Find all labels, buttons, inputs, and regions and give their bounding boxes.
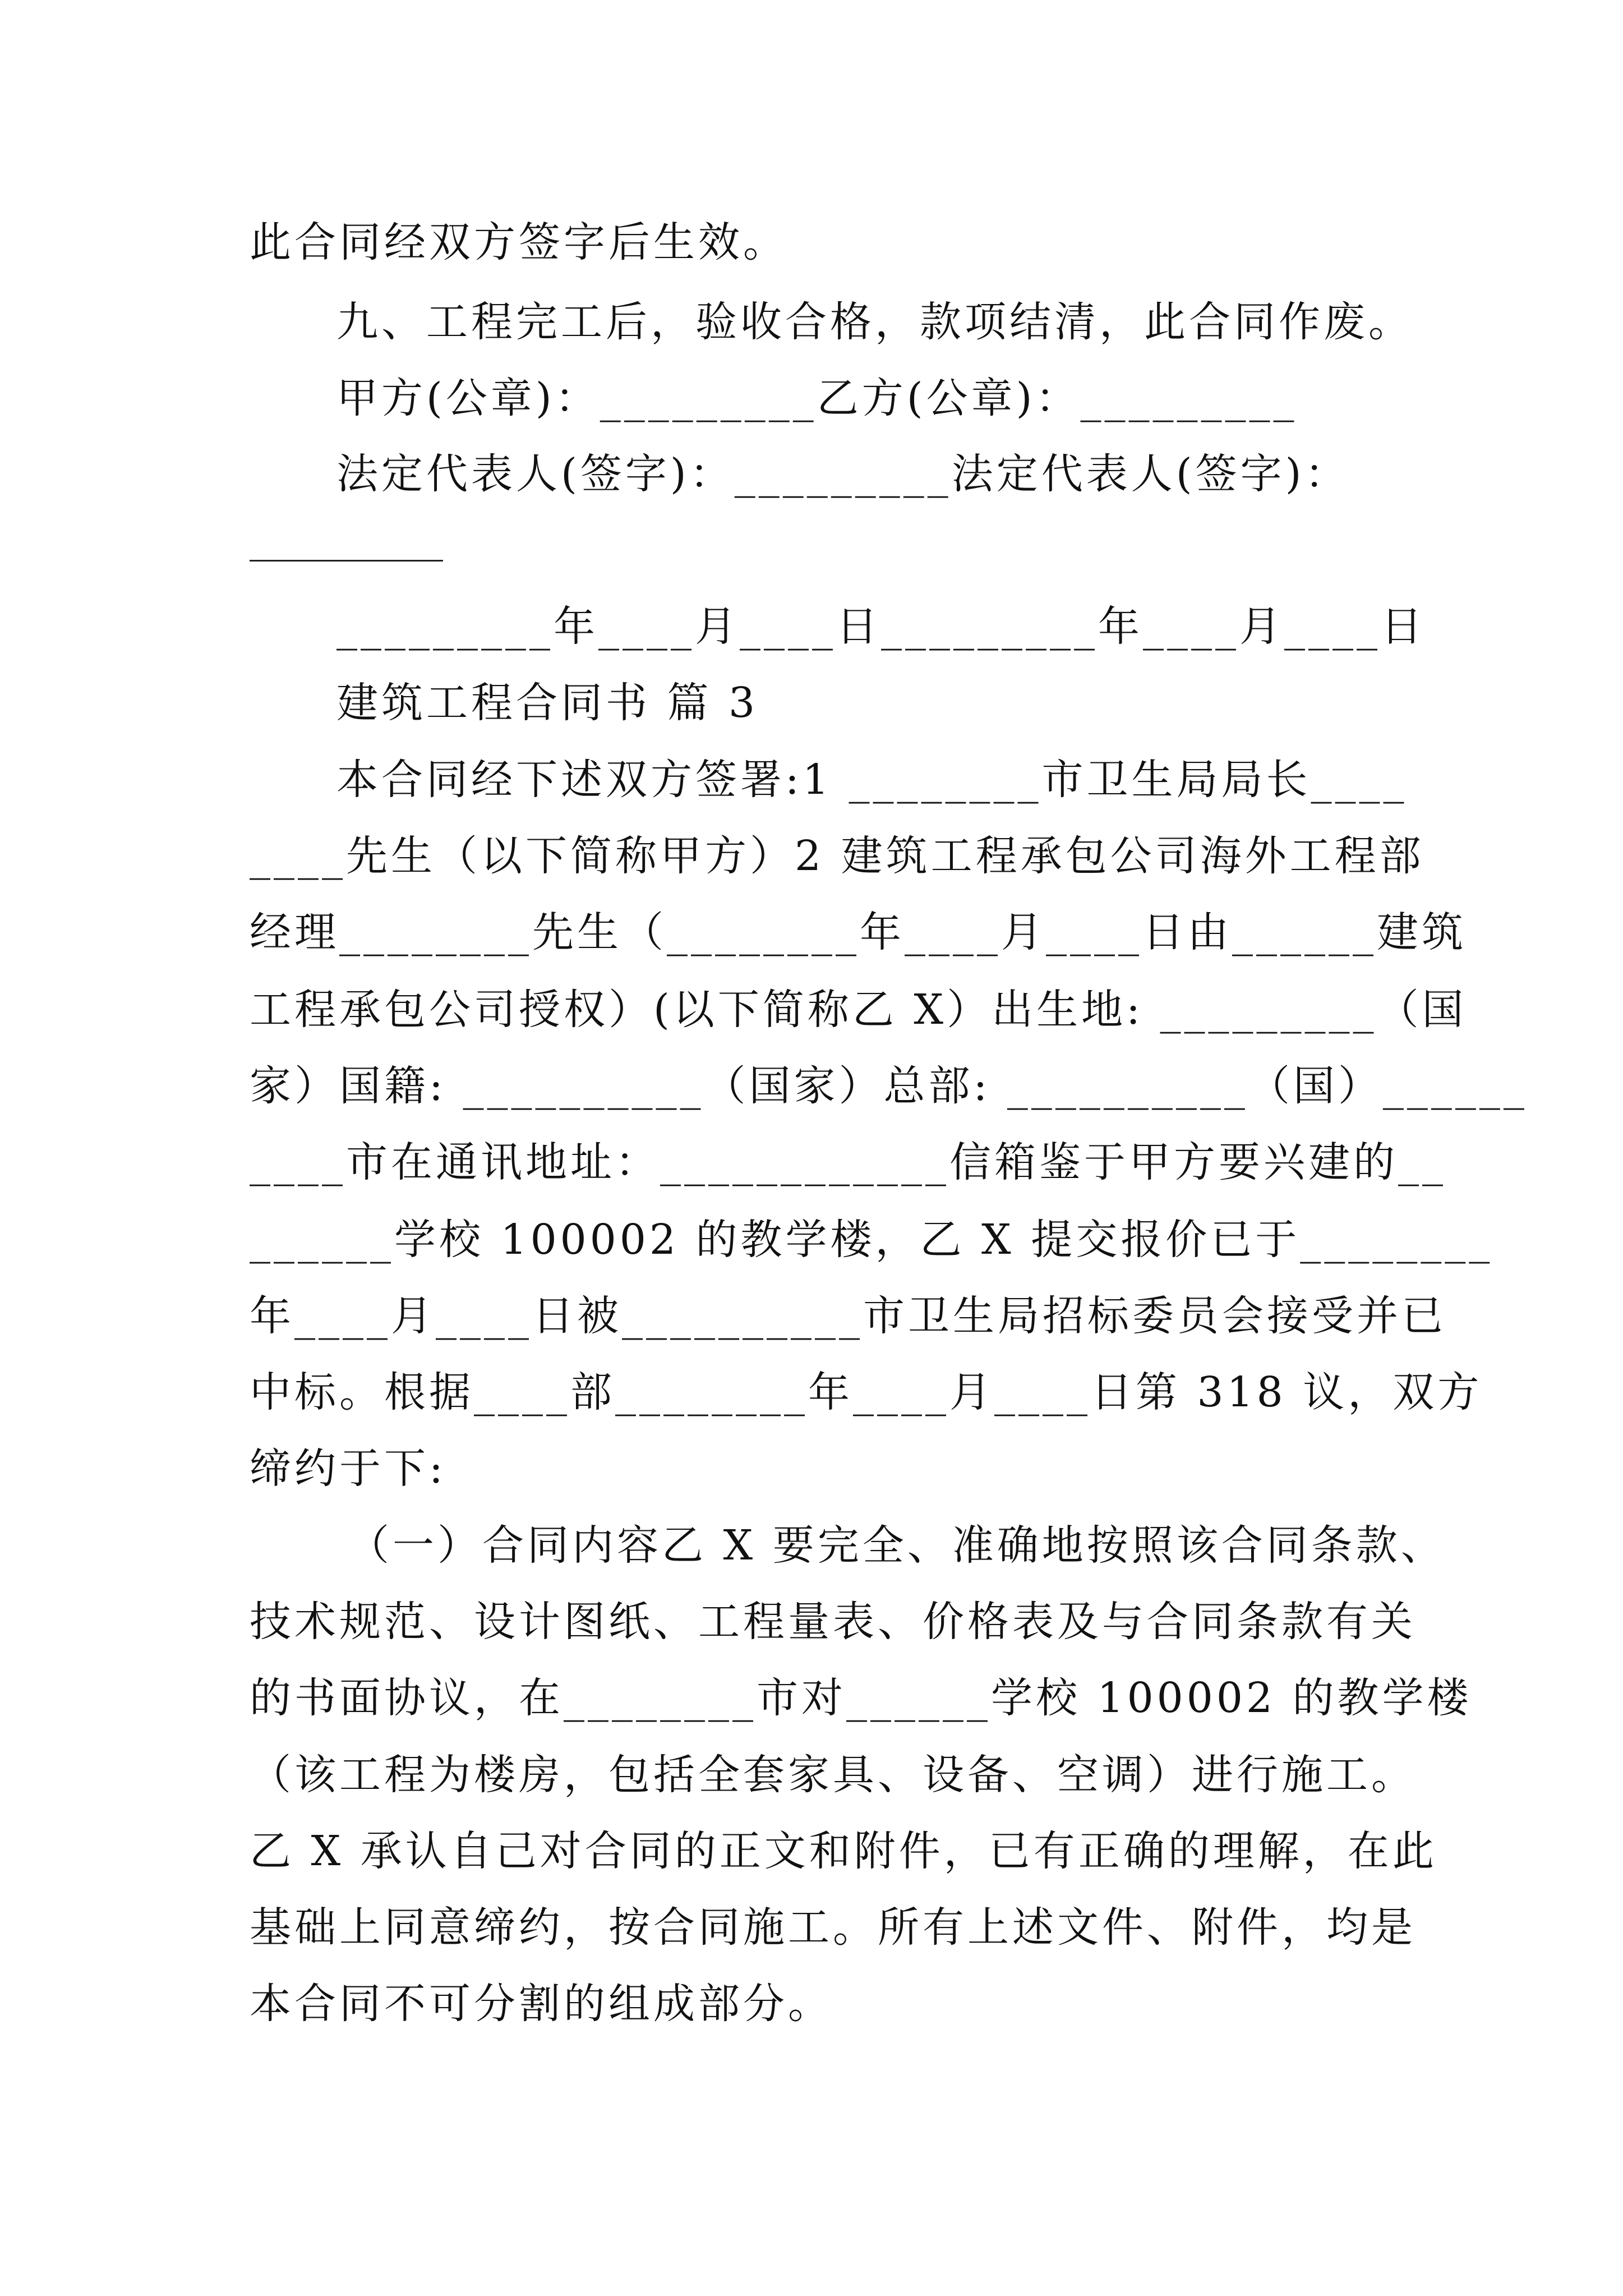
paragraph-line-6: ____市在通讯地址：____________信箱鉴于甲方要兴建的__ [250, 1138, 1446, 1186]
paragraph-line-9: 中标。根据____部________年____月____日第 318 议，双方 [250, 1368, 1483, 1416]
clause-line-2: 技术规范、设计图纸、工程量表、价格表及与合同条款有关 [250, 1598, 1416, 1646]
clause-line-5: 乙 X 承认自己对合同的正文和附件，已有正确的理解，在此 [250, 1827, 1437, 1875]
signature-blank-rule [250, 560, 443, 562]
signature-seal-line: 甲方(公章)：_________乙方(公章)：_________ [336, 374, 1298, 422]
paragraph-line-1: 本合同经下述双方签署:1 ________市卫生局局长____ [336, 756, 1408, 804]
section-heading: 建筑工程合同书 篇 3 [336, 679, 759, 727]
paragraph-line-8: 年____月____日被__________市卫生局招标委员会接受并已 [250, 1292, 1446, 1340]
paragraph-line-7: ______学校 100002 的教学楼，乙 X 提交报价已于________ [250, 1216, 1493, 1264]
text-line-2: 九、工程完工后，验收合格，款项结清，此合同作废。 [336, 298, 1413, 346]
clause-line-6: 基础上同意缔约，按合同施工。所有上述文件、附件，均是 [250, 1903, 1416, 1952]
clause-line-1: （一）合同内容乙 X 要完全、准确地按照该合同条款、 [348, 1521, 1446, 1570]
legal-representative-line: 法定代表人(签字)：_________法定代表人(签字)： [336, 450, 1350, 498]
paragraph-line-3: 经理________先生（________年____月____日由______建筑 [250, 908, 1467, 956]
clause-line-4: （该工程为楼房，包括全套家具、设备、空调）进行施工。 [250, 1751, 1416, 1799]
date-line: _________年____月____日_________年____月____日 [336, 602, 1426, 651]
clause-line-3: 的书面协议，在________市对______学校 100002 的教学楼 [250, 1674, 1472, 1722]
paragraph-line-4: 工程承包公司授权）(以下简称乙 X）出生地: _________（国 [250, 986, 1467, 1034]
paragraph-line-2: ____先生（以下简称甲方）2 建筑工程承包公司海外工程部 [250, 832, 1424, 880]
clause-line-7: 本合同不可分割的组成部分。 [250, 1980, 833, 2028]
paragraph-line-10: 缔约于下: [250, 1444, 446, 1493]
paragraph-line-5: 家）国籍: __________（国家）总部: __________（国）______ [250, 1062, 1528, 1110]
text-line-1: 此合同经双方签字后生效。 [250, 218, 788, 266]
